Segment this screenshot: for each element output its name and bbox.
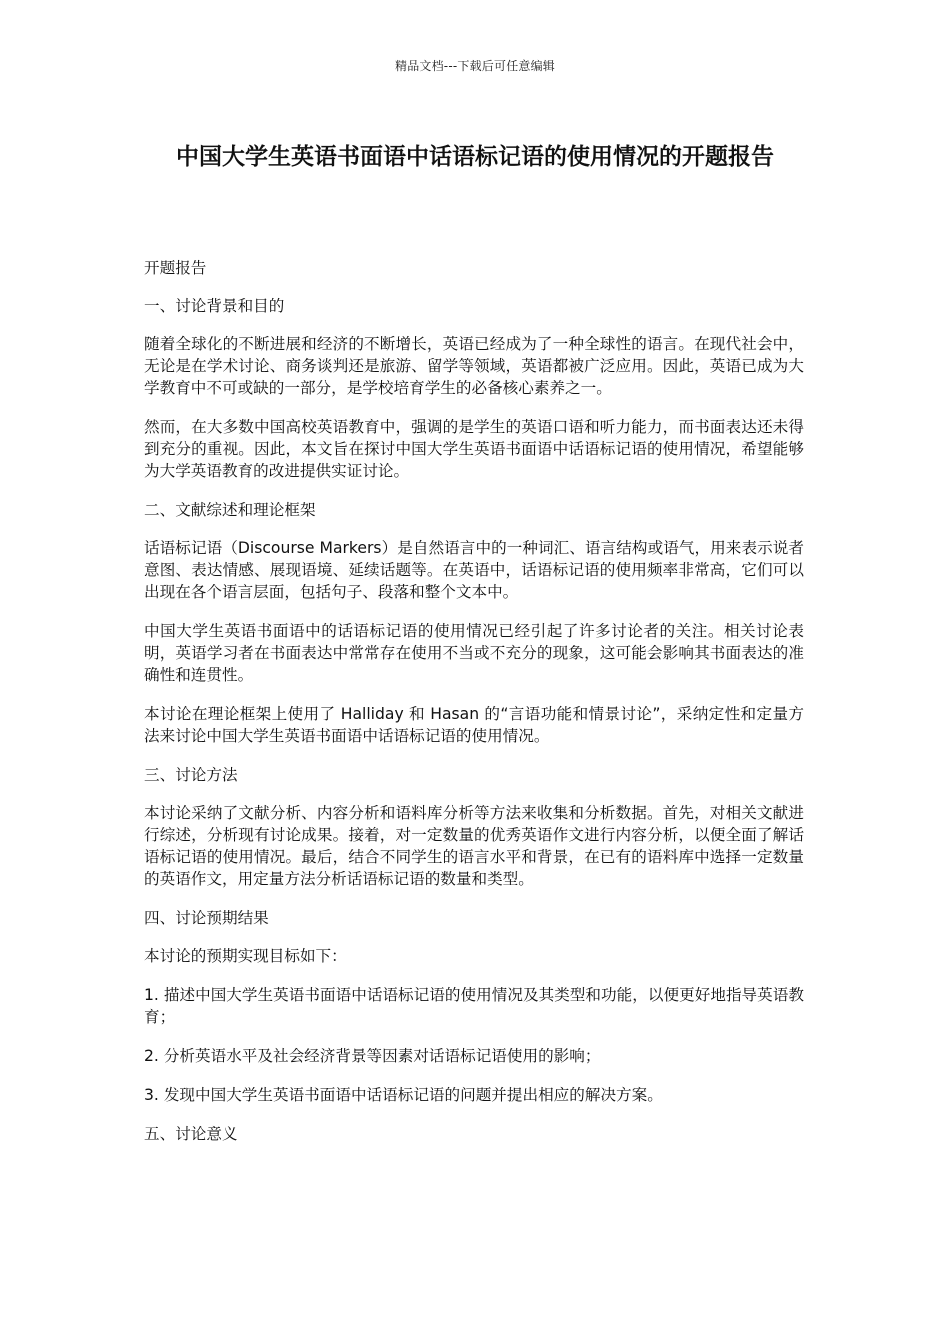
- section-heading: 四、讨论预期结果: [144, 909, 269, 927]
- header-note: 精品文档---下载后可任意编辑: [395, 59, 555, 73]
- paragraph: 随着全球化的不断进展和经济的不断增长，英语已经成为了一种全球性的语言。在现代社会中，无论是在学术讨论、商务谈判还是旅游、留学等领域，英语都被广泛应用。因此，英语已成为大学教育中不可或缺的一部分，是学校培育学生的必备核心素养之一。: [144, 335, 804, 397]
- document-title: 中国大学生英语书面语中话语标记语的使用情况的开题报告: [176, 144, 774, 170]
- paragraph: 本讨论采纳了文献分析、内容分析和语料库分析等方法来收集和分析数据。首先，对相关文献进行综述，分析现有讨论成果。接着，对一定数量的优秀英语作文进行内容分析，以便全面了解话语标记语的使用情况。最后，结合不同学生的语言水平和背景，在已有的语料库中选择一定数量的英语作文，用定量方法分析话语标记语的数量和类型。: [144, 804, 804, 888]
- report-label: 开题报告: [144, 259, 207, 277]
- paragraph: 本讨论在理论框架上使用了 Halliday 和 Hasan 的“言语功能和情景讨论”，采纳定性和定量方法来讨论中国大学生英语书面语中话语标记语的使用情况。: [144, 705, 804, 745]
- list-item: 3. 发现中国大学生英语书面语中话语标记语的问题并提出相应的解决方案。: [144, 1086, 663, 1104]
- paragraph: 中国大学生英语书面语中的话语标记语的使用情况已经引起了许多讨论者的关注。相关讨论表明，英语学习者在书面表达中常常存在使用不当或不充分的现象，这可能会影响其书面表达的准确性和连贯性。: [144, 622, 804, 684]
- section-heading: 二、文献综述和理论框架: [144, 501, 316, 519]
- section-heading: 五、讨论意义: [144, 1125, 238, 1143]
- document-body: [144, 257, 804, 1161]
- paragraph: 话语标记语（Discourse Markers）是自然语言中的一种词汇、语言结构或语气，用来表示说者意图、表达情感、展现语境、延续话题等。在英语中，话语标记语的使用频率非常高，它们可以出现在各个语言层面，包括句子、段落和整个文本中。: [144, 539, 804, 601]
- list-item: 1. 描述中国大学生英语书面语中话语标记语的使用情况及其类型和功能，以便更好地指导英语教育；: [144, 986, 804, 1026]
- section-heading: 三、讨论方法: [144, 766, 238, 784]
- list-item: 2. 分析英语水平及社会经济背景等因素对话语标记语使用的影响；: [144, 1047, 601, 1065]
- section-heading: 一、讨论背景和目的: [144, 297, 285, 315]
- paragraph: 本讨论的预期实现目标如下：: [144, 947, 347, 965]
- paragraph: 然而，在大多数中国高校英语教育中，强调的是学生的英语口语和听力能力，而书面表达还未得到充分的重视。因此，本文旨在探讨中国大学生英语书面语中话语标记语的使用情况，希望能够为大学英语教育的改进提供实证讨论。: [144, 418, 804, 480]
